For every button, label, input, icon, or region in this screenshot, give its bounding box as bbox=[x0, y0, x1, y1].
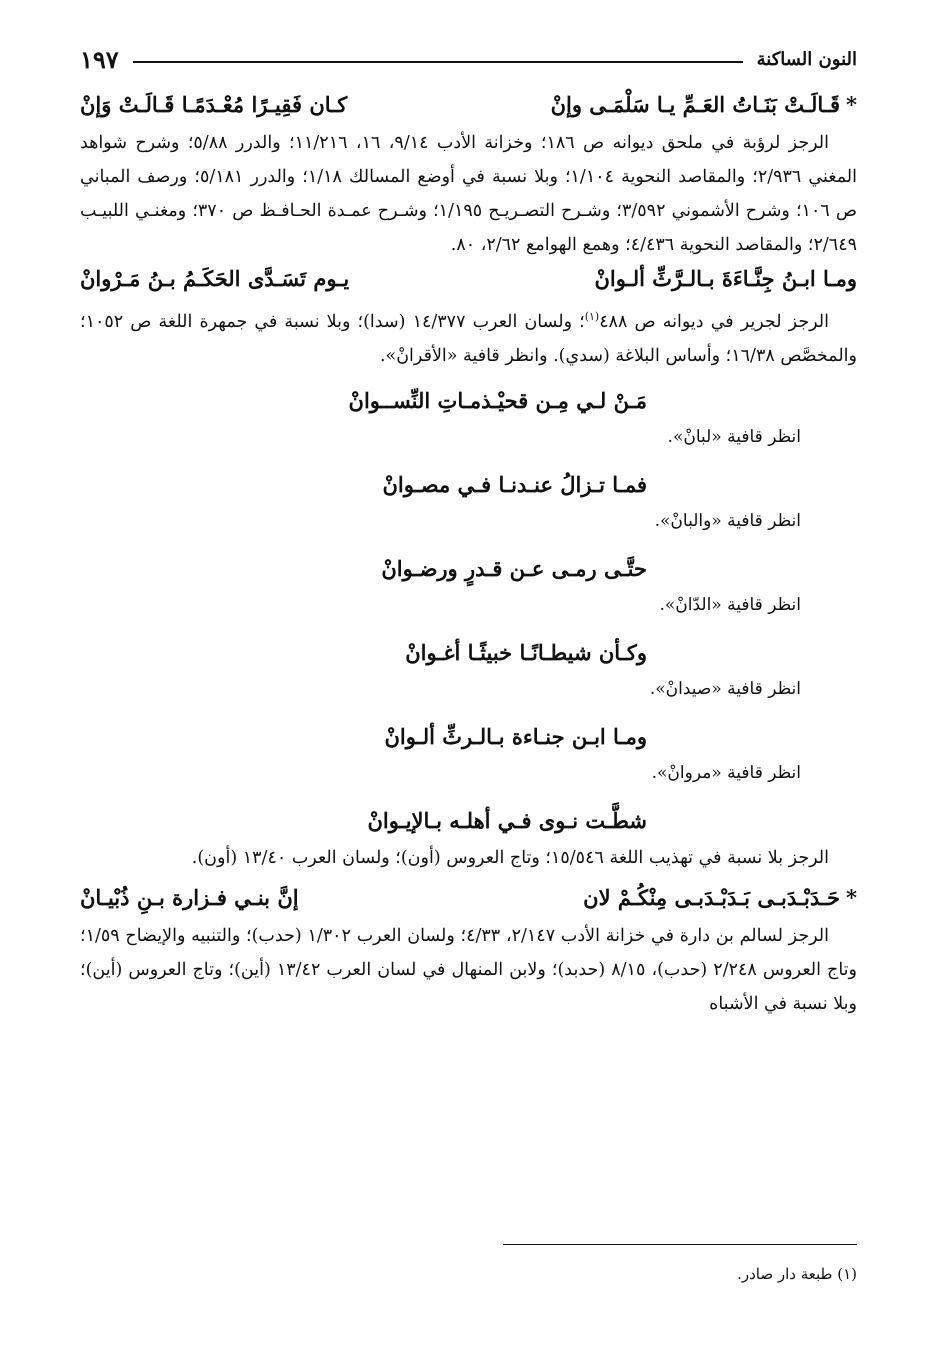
cross-ref-verse-1: مَـنْ لـي مِـن قحيْـذمـاتِ النِّســوانْ bbox=[348, 387, 647, 413]
cross-ref-note-1: انظر قافية «لبانْ». bbox=[667, 426, 801, 447]
cross-ref-note-5: انظر قافية «مروانْ». bbox=[651, 762, 801, 783]
verse-entry-4 bbox=[80, 881, 857, 919]
page-header bbox=[80, 42, 857, 76]
commentary-entry-1: الرجز لرؤبة في ملحق ديوانه ص ١٨٦؛ وخزانة الأدب ٩/١٤، ١٦، ١١/٢١٦؛ والدرر ٥/٨٨؛ وشرح شواهد المغني ٢/٩٣٦؛ والمقاصد النحوية ١/١٠٤؛ وبلا نسبة في أوضع المسالك ١/١٨؛ والدرر ٥/١٨١؛ ورصف المباني ص ١٠٦؛ وشرح الأشموني ٣/٥٩٢؛ وشـرح التصـريـح ١/١٩٥؛ وشـرح عمـدة الحـافـظ ص ٣٧٠؛ ومغنـي اللبيـب ٢/٦٤٩؛ والمقاصد النحوية ٤/٤٣٦؛ وهمع الهوامع ٢/٦٢، ٨٠. bbox=[80, 133, 858, 255]
footnote-marker: (١) bbox=[584, 310, 600, 323]
hemistich-first: ومـا ابـنُ جِنَّـاءَةَ بـالـرَّثِّ ألـوانْ bbox=[594, 266, 857, 291]
page-content bbox=[80, 88, 857, 1021]
commentary-part-1: الرجز لجرير في ديوانه ص ٤٨٨ bbox=[599, 311, 829, 332]
hemistich-second: كـان فَقِيـرًا مُعْـدَمًـا قَـالَـتْ وَإنْ bbox=[80, 92, 348, 117]
entry-marker: * bbox=[846, 92, 857, 117]
commentary-entry-4: الرجز لسالم بن دارة في خزانة الأدب ٢/١٤٧، ٤/٣٣؛ ولسان العرب ١/٣٠٢ (حدب)؛ والتنبيه والإيضاح ١/٥٩؛ وتاج العروس ٢/٢٤٨ (حدب)، ٨/١٥ (حدبد)؛ ولابن المنهال في لسان العرب ١٣/٤٢ (أين)؛ وتاج العروس (أين)؛ وبلا نسبة في الأشباه bbox=[80, 925, 857, 1014]
footnote-rule bbox=[503, 1244, 857, 1245]
section-title: النون الساكنة bbox=[756, 48, 857, 70]
verse-entry-1 bbox=[80, 88, 857, 126]
verse-entry-2 bbox=[80, 262, 857, 300]
footnote: (١) طبعة دار صادر. bbox=[737, 1265, 857, 1283]
cross-ref-note-3: انظر قافية «الدّانْ». bbox=[659, 594, 801, 615]
hemistich-first: حَـدَبْـدَبـى بَـدَبْـدَبـى مِنْكُـمْ لان bbox=[583, 884, 841, 910]
commentary-entry-2 bbox=[80, 300, 857, 373]
cross-ref-verse-5: ومـا ابـن جنـاءة بـالـرثِّ ألـوانْ bbox=[384, 723, 647, 749]
header-rule bbox=[133, 61, 743, 63]
hemistich-second: يـوم تَسَـدَّى الحَكَـمُ بـنُ مَـرْوانْ bbox=[80, 266, 350, 291]
page-number: ١٩٧ bbox=[80, 44, 119, 74]
commentary-entry-3: الرجز بلا نسبة في تهذيب اللغة ١٥/٥٤٦؛ وتاج العروس (أون)؛ ولسان العرب ١٣/٤٠ (أون). bbox=[191, 847, 829, 868]
cross-ref-verse-3: حتَّـى رمـى عـن قـدرٍ ورضـوانْ bbox=[381, 555, 647, 581]
cross-ref-note-4: انظر قافية «صيدانْ». bbox=[649, 678, 801, 699]
cross-ref-note-2: انظر قافية «والبانْ». bbox=[654, 510, 801, 531]
commentary-part-2: ؛ ولسان العرب ١٤/٣٧٧ (سدا)؛ وبلا نسبة في جمهرة اللغة ص ١٠٥٢؛ والمخصَّص ١٦/٣٨؛ وأساس البلاغة (سدي). وانظر قافية «الأقرانْ». bbox=[80, 311, 857, 366]
hemistich-first: قَـالَـتْ بَنَـاتُ العَـمِّ يـا سَلْمَـى وإنْ bbox=[550, 92, 841, 117]
verse-entry-3: شطَّـت نـوى فـي أهلـه بـالإيـوانْ bbox=[367, 807, 647, 833]
entry-marker: * bbox=[846, 884, 857, 910]
hemistich-second: إنَّ بنـي فـزارة بـنِ ذُبْيـانْ bbox=[80, 884, 299, 910]
cross-ref-verse-2: فمـا تـزالُ عنـدنـا فـي مصـوانْ bbox=[382, 471, 647, 497]
cross-ref-verse-4: وكـأن شيطـانًـا خبيثًـا أغـوانْ bbox=[405, 639, 647, 665]
